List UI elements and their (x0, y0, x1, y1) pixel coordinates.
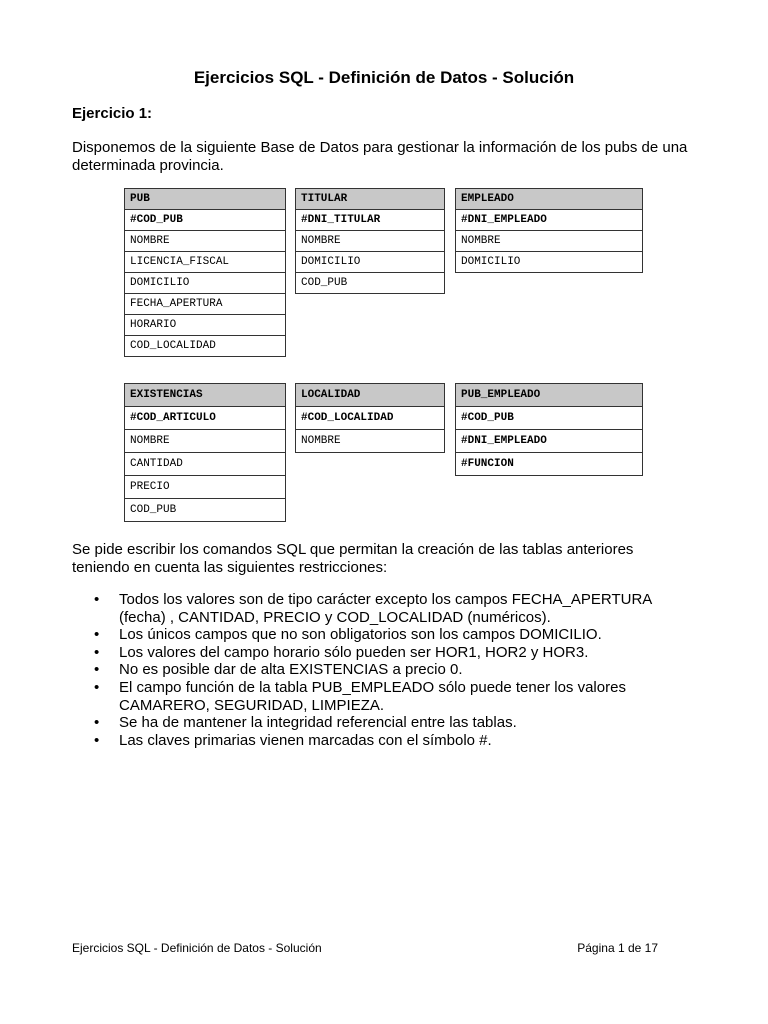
table-existencias (124, 383, 286, 522)
table-field: #COD_PUB (125, 210, 286, 231)
table-field: #DNI_EMPLEADO (456, 430, 643, 453)
table-field: NOMBRE (296, 231, 445, 252)
list-item (72, 714, 692, 732)
table-name: EXISTENCIAS (125, 384, 286, 407)
table-name: EMPLEADO (456, 189, 643, 210)
table-field: HORARIO (125, 315, 286, 336)
section-heading: Ejercicio 1: (72, 105, 153, 122)
table-field: COD_LOCALIDAD (125, 336, 286, 357)
restrictions-list (72, 591, 692, 749)
table-localidad (295, 383, 445, 453)
bullet: • (94, 661, 100, 679)
bullet: • (94, 731, 100, 749)
list-item-text: Los valores del campo horario sólo pueden ser HOR1, HOR2 y HOR3. (119, 643, 589, 661)
table-field: #COD_PUB (456, 407, 643, 430)
table-field: DOMICILIO (125, 273, 286, 294)
bullet: • (94, 678, 100, 696)
intro-paragraph: Disponemos de la siguiente Base de Datos para gestionar la información de los pubs de una determinada provincia. (72, 139, 688, 174)
table-field: NOMBRE (296, 430, 445, 453)
list-item-text: El campo función de la tabla PUB_EMPLEADO sólo puede tener los valores CAMARERO, SEGURIDAD, LIMPIEZA. (119, 678, 626, 714)
bullet: • (94, 626, 100, 644)
table-field: COD_PUB (296, 273, 445, 294)
table-pub (124, 188, 286, 357)
table-field: LICENCIA_FISCAL (125, 252, 286, 273)
table-field: NOMBRE (125, 430, 286, 453)
list-item-text: Las claves primarias vienen marcadas con el símbolo #. (119, 731, 492, 749)
table-pub-empleado (455, 383, 643, 476)
table-name: LOCALIDAD (296, 384, 445, 407)
list-item (72, 732, 692, 750)
table-empleado (455, 188, 643, 273)
table-field: DOMICILIO (296, 252, 445, 273)
table-field: PRECIO (125, 476, 286, 499)
page-number: Página 1 de 17 (577, 941, 658, 955)
table-field: #FUNCION (456, 453, 643, 476)
table-field: CANTIDAD (125, 453, 286, 476)
table-name: PUB_EMPLEADO (456, 384, 643, 407)
list-item (72, 679, 692, 714)
bullet: • (94, 714, 100, 732)
list-item-text: Todos los valores son de tipo carácter excepto los campos FECHA_APERTURA (fecha) , CANTIDAD, PRECIO y COD_LOCALIDAD (numéricos). (119, 591, 652, 626)
table-field: COD_PUB (125, 499, 286, 522)
table-name: TITULAR (296, 189, 445, 210)
list-item (72, 644, 692, 662)
table-field: #COD_LOCALIDAD (296, 407, 445, 430)
table-field: FECHA_APERTURA (125, 294, 286, 315)
list-item (72, 661, 692, 679)
request-paragraph: Se pide escribir los comandos SQL que permitan la creación de las tablas anteriores teniendo en cuenta las siguientes restricciones: (72, 541, 634, 576)
table-field: NOMBRE (456, 231, 643, 252)
list-item (72, 626, 692, 644)
bullet: • (94, 591, 100, 608)
table-titular (295, 188, 445, 294)
table-field: NOMBRE (125, 231, 286, 252)
bullet: • (94, 643, 100, 661)
table-field: #DNI_TITULAR (296, 210, 445, 231)
list-item-text: Los únicos campos que no son obligatorios son los campos DOMICILIO. (119, 626, 602, 644)
list-item-text: Se ha de mantener la integridad referencial entre las tablas. (119, 714, 517, 732)
table-field: DOMICILIO (456, 252, 643, 273)
table-field: #DNI_EMPLEADO (456, 210, 643, 231)
page-title: Ejercicios SQL - Definición de Datos - Solución (193, 68, 575, 87)
table-field: #COD_ARTICULO (125, 407, 286, 430)
table-name: PUB (125, 189, 286, 210)
footer-title: Ejercicios SQL - Definición de Datos - Solución (72, 941, 322, 955)
list-item (72, 591, 692, 626)
list-item-text: No es posible dar de alta EXISTENCIAS a precio 0. (119, 661, 463, 679)
